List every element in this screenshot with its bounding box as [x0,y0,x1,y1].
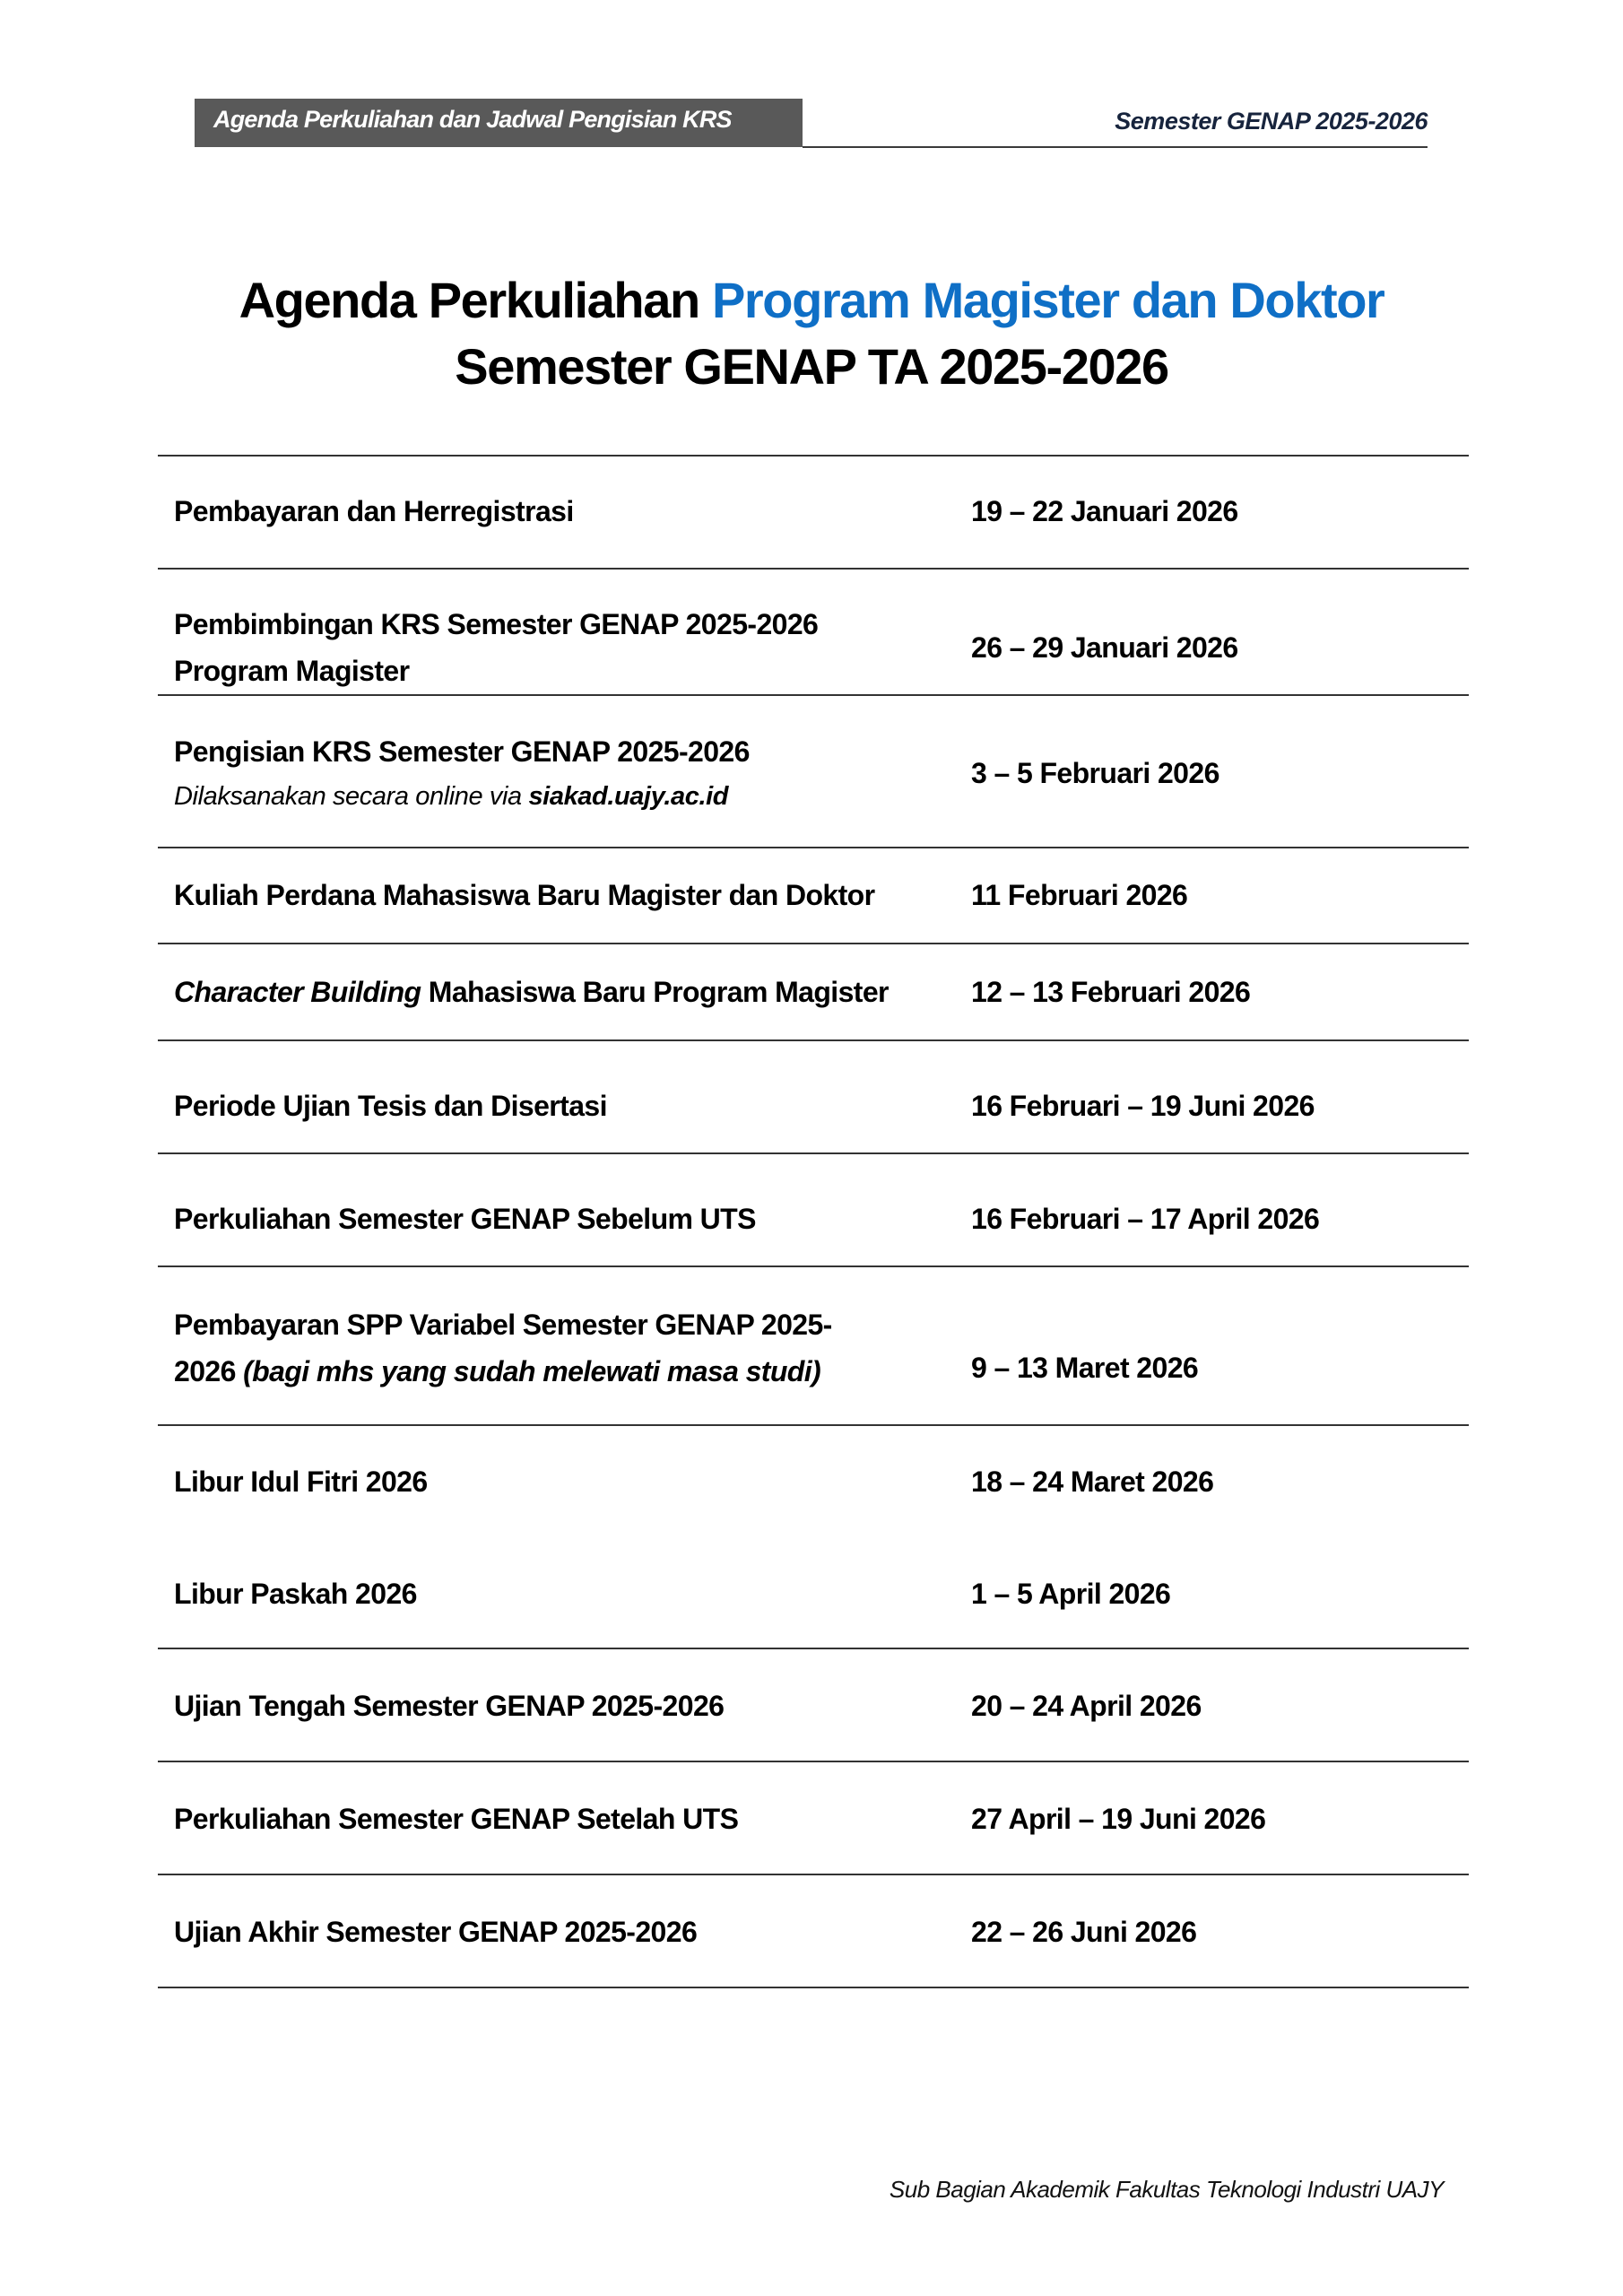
agenda-date: 16 Februari – 19 Juni 2026 [971,1090,1315,1122]
agenda-date: 12 – 13 Februari 2026 [971,976,1251,1008]
table-rule [158,1761,1469,1762]
agenda-activity: Ujian Akhir Semester GENAP 2025-2026 [174,1916,698,1948]
agenda-activity: Pembayaran SPP Variabel Semester GENAP 2025- [174,1309,832,1341]
table-rule [158,943,1469,944]
activity-italic: Character Building [174,976,421,1008]
table-rule [158,1152,1469,1154]
agenda-date: 20 – 24 April 2026 [971,1690,1202,1722]
agenda-activity: Pengisian KRS Semester GENAP 2025-2026 [174,735,750,768]
page-title-line2: Semester GENAP TA 2025-2026 [455,338,1168,395]
header-right-label: Semester GENAP 2025-2026 [1115,108,1428,135]
table-rule [158,1039,1469,1041]
title-prefix: Agenda Perkuliahan [239,272,712,328]
agenda-date: 26 – 29 Januari 2026 [971,631,1238,664]
agenda-activity-cont [174,1348,820,1395]
note-text: Dilaksanakan secara online via [174,782,529,811]
table-rule [158,847,1469,848]
agenda-date: 18 – 24 Maret 2026 [971,1465,1214,1498]
activity-text: 2026 [174,1355,244,1387]
siakad-link[interactable]: siakad.uajy.ac.id [528,782,729,811]
table-rule [158,1648,1469,1649]
agenda-activity: Periode Ujian Tesis dan Disertasi [174,1090,607,1122]
activity-italic: (bagi mhs yang sudah melewati masa studi) [243,1355,821,1387]
agenda-activity: Libur Paskah 2026 [174,1578,417,1610]
page-title-line1 [0,271,1623,329]
title-accent: Program Magister dan Doktor [711,272,1384,328]
agenda-date: 22 – 26 Juni 2026 [971,1916,1197,1948]
agenda-date: 19 – 22 Januari 2026 [971,495,1238,527]
agenda-activity: Pembimbingan KRS Semester GENAP 2025-2026 [174,608,819,640]
agenda-note [174,773,728,820]
agenda-activity: Perkuliahan Semester GENAP Sebelum UTS [174,1203,756,1235]
footer-signature: Sub Bagian Akademik Fakultas Teknologi Industri UAJY [889,2176,1444,2203]
agenda-date: 27 April – 19 Juni 2026 [971,1803,1266,1835]
table-rule [158,694,1469,696]
table-rule [158,568,1469,570]
agenda-date: 9 – 13 Maret 2026 [971,1352,1199,1384]
header-left-label: Agenda Perkuliahan dan Jadwal Pengisian KRS [213,106,732,133]
agenda-date: 16 Februari – 17 April 2026 [971,1203,1320,1235]
header-underline [803,146,1428,148]
table-rule [158,1265,1469,1267]
agenda-activity-cont: Program Magister [174,655,410,687]
agenda-date: 3 – 5 Februari 2026 [971,757,1219,789]
activity-rest: Mahasiswa Baru Program Magister [421,976,889,1008]
agenda-date: 11 Februari 2026 [971,879,1188,911]
agenda-activity: Ujian Tengah Semester GENAP 2025-2026 [174,1690,725,1722]
table-rule [158,1987,1469,1988]
agenda-activity: Kuliah Perdana Mahasiswa Baru Magister dan Doktor [174,879,875,911]
table-rule [158,1874,1469,1875]
table-rule [158,1424,1469,1426]
agenda-activity: Libur Idul Fitri 2026 [174,1465,428,1498]
agenda-activity: Perkuliahan Semester GENAP Setelah UTS [174,1803,739,1835]
agenda-activity: Pembayaran dan Herregistrasi [174,495,574,527]
agenda-date: 1 – 5 April 2026 [971,1578,1171,1610]
agenda-activity [174,969,889,1015]
table-rule [158,455,1469,457]
